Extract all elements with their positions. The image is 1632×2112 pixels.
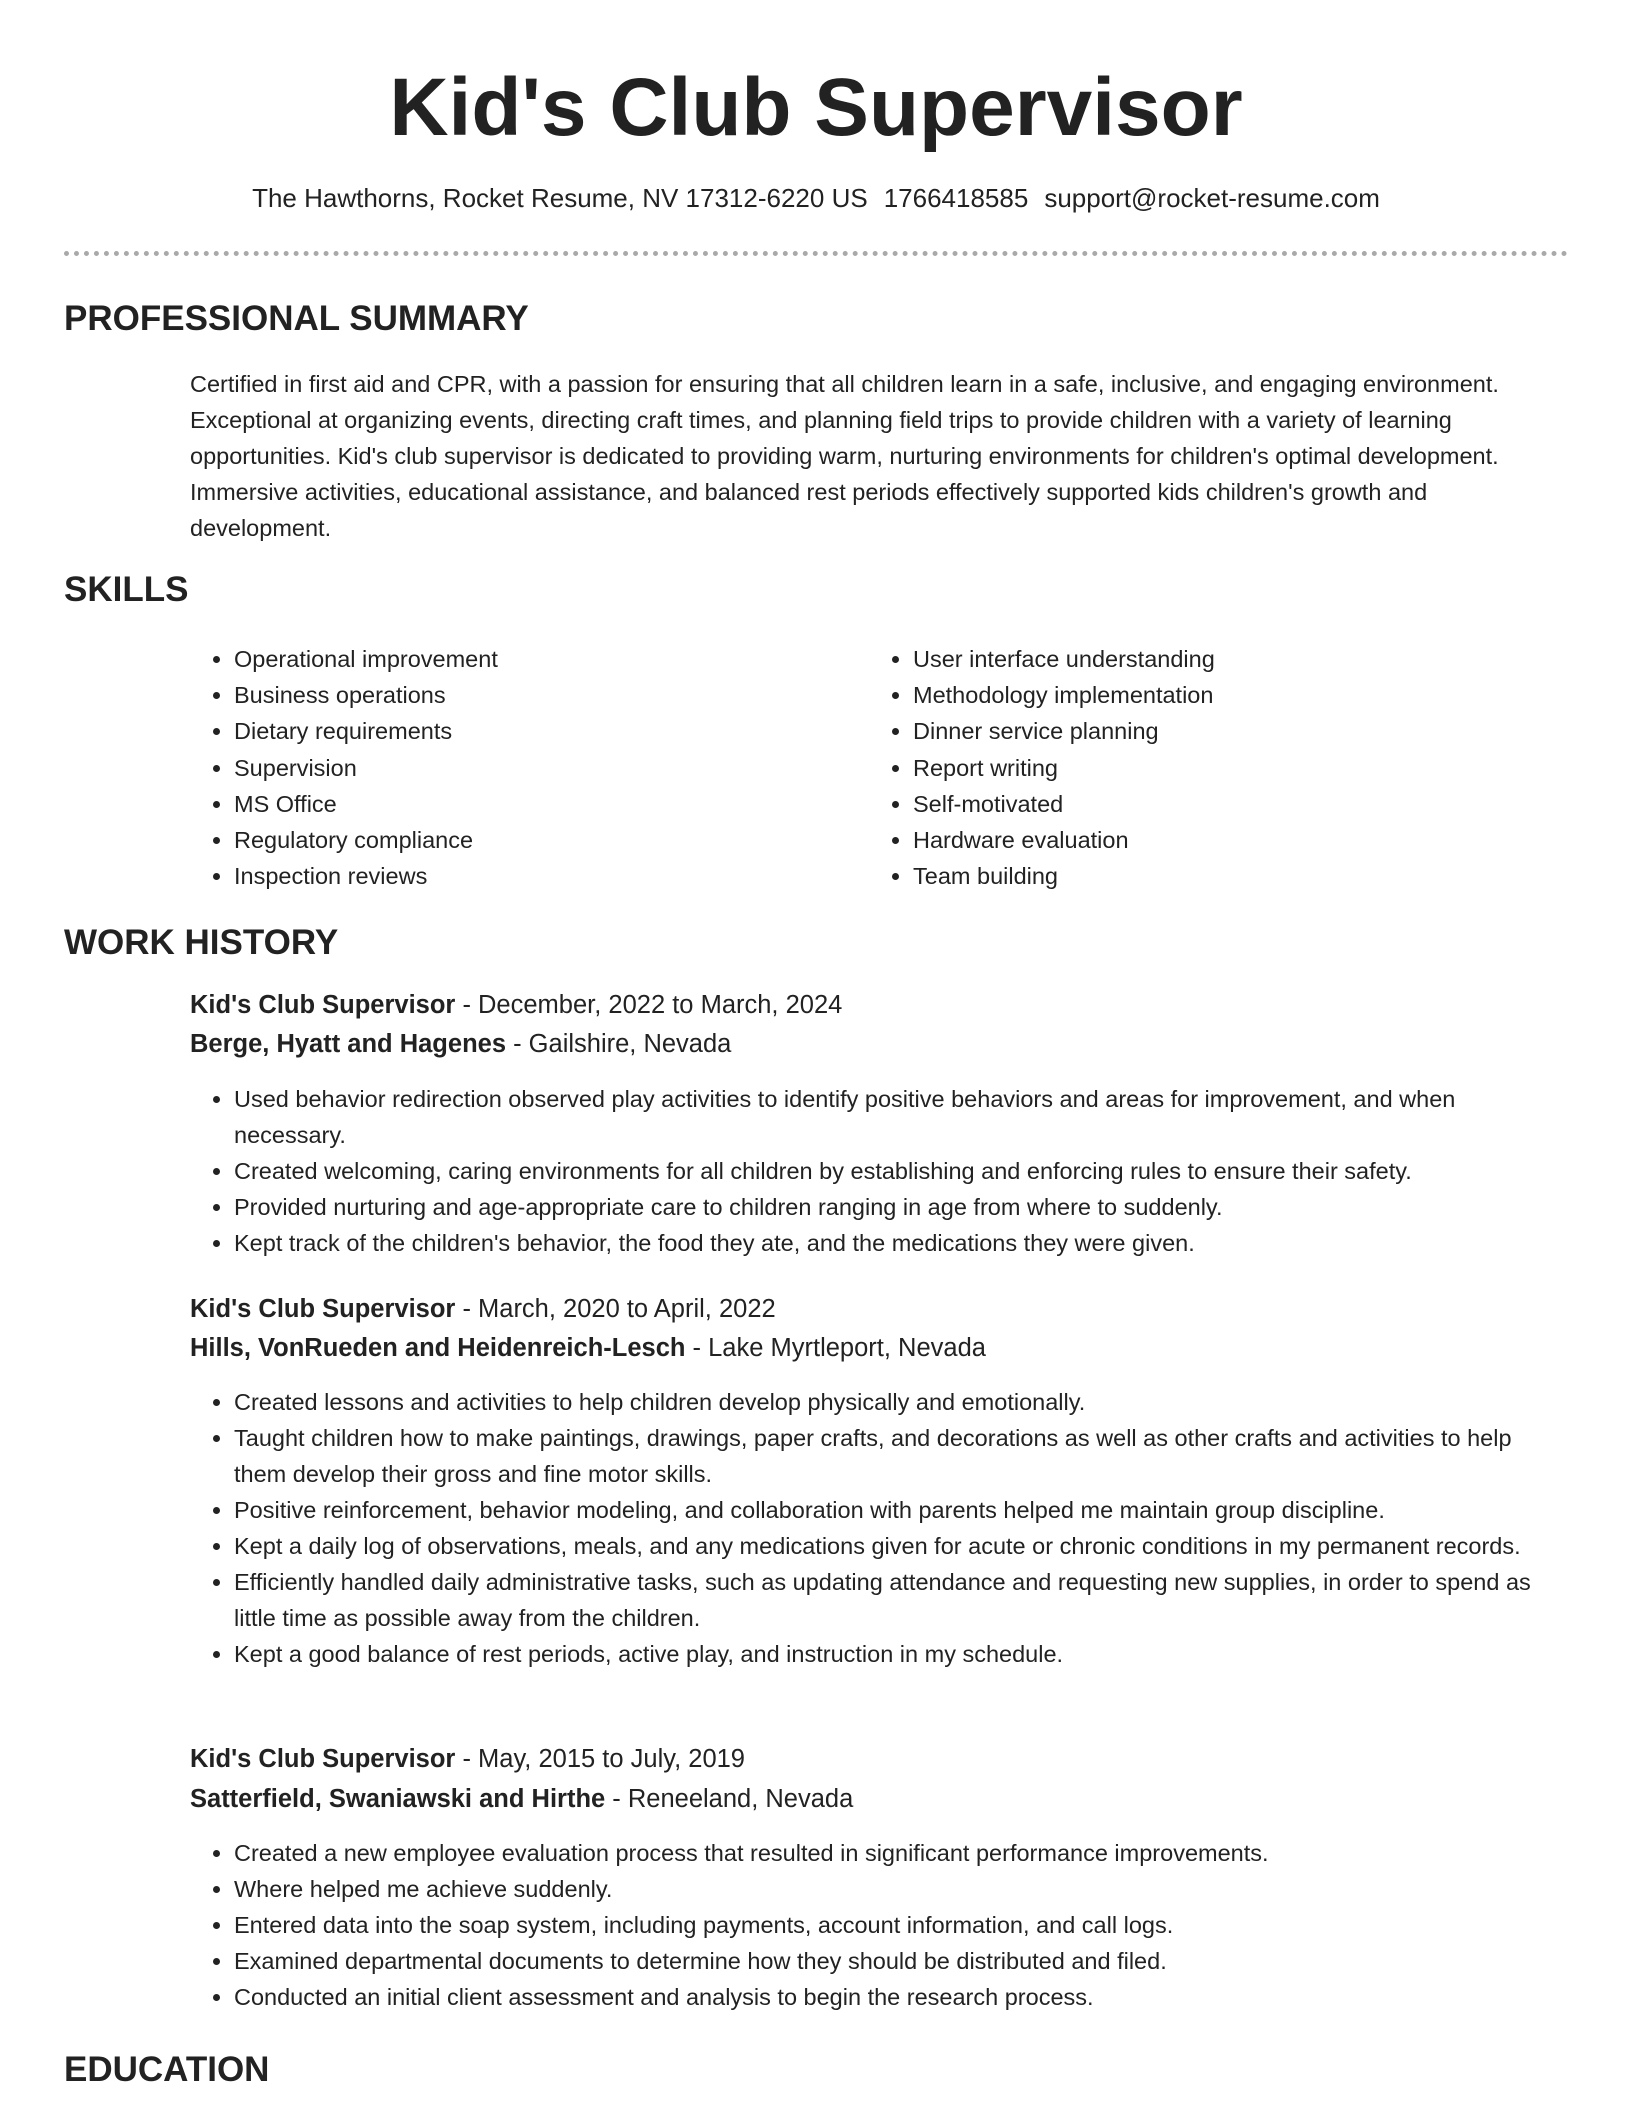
skill-item: • User interface understanding bbox=[913, 641, 1513, 677]
skill-item: • Dietary requirements bbox=[234, 713, 834, 749]
skill-item: • Inspection reviews bbox=[234, 858, 834, 894]
summary-text: Certified in first aid and CPR, with a passion for ensuring that all children learn in a safe, inclusive, and engaging environment. Exceptional at organizing events, directing craft times, and planning field trips to provide children with a variety of learning opportunities. Kid's club supervisor is dedicated to providing warm, nurturing environments for children's optimal development. Immersive activities, educational assistance, and balanced rest periods effectively supported kids children's growth and development. bbox=[190, 371, 1499, 541]
skill-item: • Self-motivated bbox=[913, 786, 1513, 822]
list-item: • Created lessons and activities to help children develop physically and emotionally. bbox=[234, 1384, 1568, 1420]
job-role-line bbox=[190, 1741, 745, 1777]
job-company: Satterfield, Swaniawski and Hirthe bbox=[190, 1785, 606, 1813]
job-bullets bbox=[190, 1384, 1568, 1672]
contact-address: The Hawthorns, Rocket Resume, NV 17312-6220 US bbox=[252, 183, 868, 213]
contact-line bbox=[0, 180, 1632, 216]
skill-item: • Regulatory compliance bbox=[234, 822, 834, 858]
list-item: • Provided nurturing and age-appropriate care to children ranging in age from where to suddenly. bbox=[234, 1189, 1568, 1225]
job-company: Hills, VonRueden and Heidenreich-Lesch bbox=[190, 1334, 686, 1362]
section-title-work: WORK HISTORY bbox=[64, 923, 339, 962]
skill-item: • Business operations bbox=[234, 677, 834, 713]
list-item: • Created welcoming, caring environments for all children by establishing and enforcing rules to ensure their safety. bbox=[234, 1153, 1568, 1189]
job-bullets bbox=[190, 1081, 1568, 1261]
job-location: - Lake Myrtleport, Nevada bbox=[685, 1334, 986, 1362]
skill-item: • Team building bbox=[913, 858, 1513, 894]
list-item: • Kept track of the children's behavior, the food they ate, and the medications they were given. bbox=[234, 1225, 1568, 1261]
skill-item: • Methodology implementation bbox=[913, 677, 1513, 713]
job-company-line bbox=[190, 1026, 731, 1062]
section-title-education: EDUCATION bbox=[64, 2050, 270, 2089]
list-item: • Efficiently handled daily administrative tasks, such as updating attendance and requesting new supplies, in order to spend as little time as possible away from the children. bbox=[234, 1564, 1568, 1636]
job-company-line bbox=[190, 1330, 986, 1366]
section-title-skills: SKILLS bbox=[64, 570, 189, 609]
list-item: • Examined departmental documents to determine how they should be distributed and filed. bbox=[234, 1943, 1568, 1979]
job-dates: - March, 2020 to April, 2022 bbox=[455, 1295, 776, 1323]
skill-item: • Dinner service planning bbox=[913, 713, 1513, 749]
section-title-summary: PROFESSIONAL SUMMARY bbox=[64, 299, 529, 338]
contact-phone: 1766418585 bbox=[883, 183, 1029, 213]
job-role-line bbox=[190, 1291, 776, 1327]
list-item: • Kept a daily log of observations, meals, and any medications given for acute or chronic conditions in my permanent records. bbox=[234, 1528, 1568, 1564]
list-item: • Conducted an initial client assessment and analysis to begin the research process. bbox=[234, 1979, 1568, 2015]
job-location: - Reneeland, Nevada bbox=[605, 1785, 854, 1813]
candidate-name: Kid's Club Supervisor bbox=[389, 62, 1243, 153]
job-company: Berge, Hyatt and Hagenes bbox=[190, 1030, 507, 1058]
job-company-line bbox=[190, 1781, 853, 1817]
skill-item: • Operational improvement bbox=[234, 641, 834, 677]
job-role: Kid's Club Supervisor bbox=[190, 1295, 456, 1323]
list-item: • Used behavior redirection observed play activities to identify positive behaviors and areas for improvement, and when necessary. bbox=[234, 1081, 1568, 1153]
skill-item: • MS Office bbox=[234, 786, 834, 822]
job-role: Kid's Club Supervisor bbox=[190, 991, 456, 1019]
contact-email: support@rocket-resume.com bbox=[1044, 183, 1380, 213]
list-item: • Kept a good balance of rest periods, active play, and instruction in my schedule. bbox=[234, 1636, 1568, 1672]
list-item: • Taught children how to make paintings, drawings, paper crafts, and decorations as well as other crafts and activities to help them develop their gross and fine motor skills. bbox=[234, 1420, 1568, 1492]
job-dates: - December, 2022 to March, 2024 bbox=[455, 991, 843, 1019]
list-item: • Created a new employee evaluation process that resulted in significant performance improvements. bbox=[234, 1835, 1568, 1871]
job-role-line bbox=[190, 987, 842, 1023]
job-location: - Gailshire, Nevada bbox=[506, 1030, 732, 1058]
skills-list-left bbox=[190, 641, 834, 894]
skill-item: • Hardware evaluation bbox=[913, 822, 1513, 858]
skill-item: • Supervision bbox=[234, 750, 834, 786]
job-bullets bbox=[190, 1835, 1568, 2015]
list-item: • Where helped me achieve suddenly. bbox=[234, 1871, 1568, 1907]
list-item: • Entered data into the soap system, including payments, account information, and call logs. bbox=[234, 1907, 1568, 1943]
job-role: Kid's Club Supervisor bbox=[190, 1745, 456, 1773]
header-divider bbox=[64, 251, 1568, 256]
job-dates: - May, 2015 to July, 2019 bbox=[455, 1745, 745, 1773]
list-item: • Positive reinforcement, behavior modeling, and collaboration with parents helped me maintain group discipline. bbox=[234, 1492, 1568, 1528]
skill-item: • Report writing bbox=[913, 750, 1513, 786]
skills-list-right bbox=[869, 641, 1513, 894]
